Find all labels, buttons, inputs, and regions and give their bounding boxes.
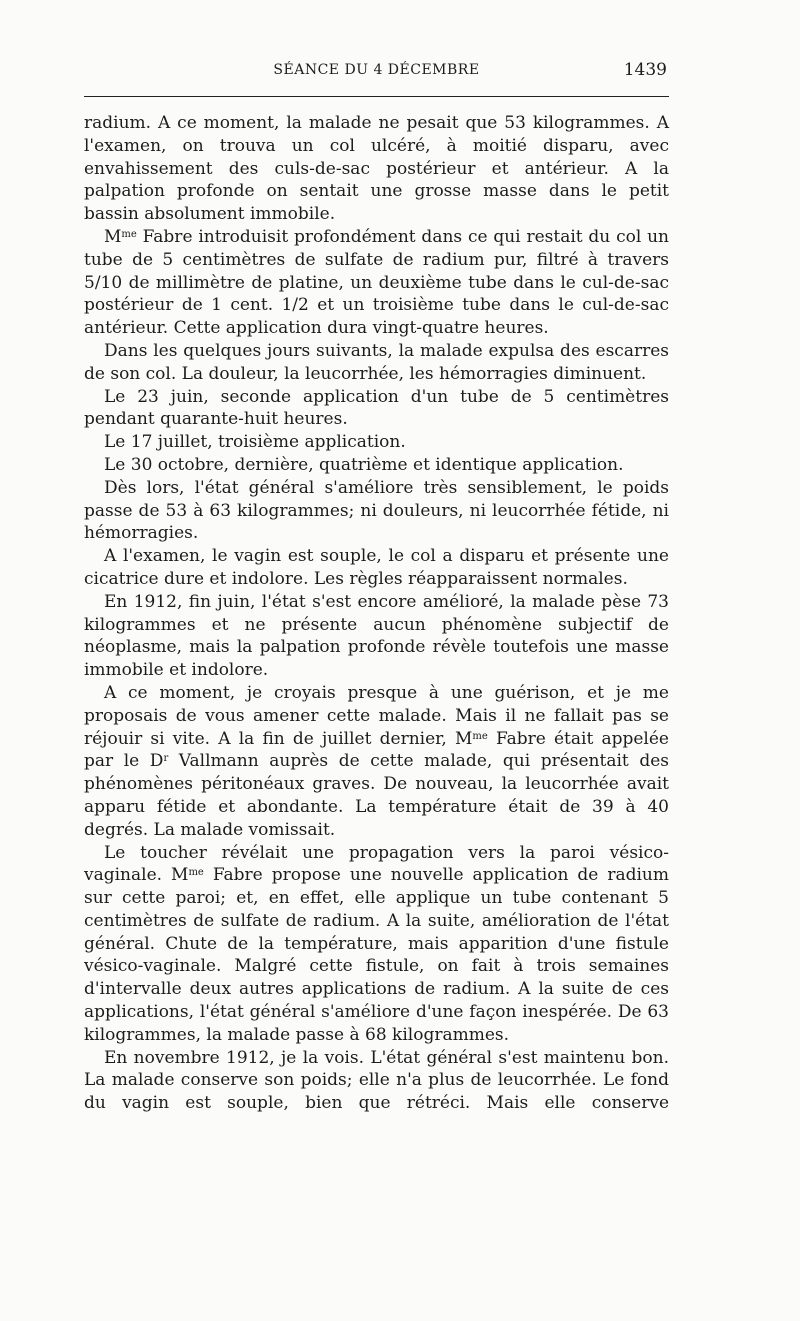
paragraph-text: En novembre 1912, je la vois. L'état général s'est maintenu bon. La malade conserve son poids; elle n'a plus de leucorrhée. Le fond du vagin est souple, bien que rétréci. Mais elle conserve [84, 1047, 669, 1114]
paragraph-text: En 1912, fin juin, l'état s'est encore amélioré, la malade pèse 73 kilogrammes et ne présente aucun phénomène subjectif de néoplasme, mais la palpation profonde révèle toutefois une masse immobile et indolore. [84, 591, 669, 681]
abbrev: M [104, 226, 122, 247]
paragraph [84, 226, 669, 340]
paragraph-text: Le 30 octobre, dernière, quatrième et identique application. [104, 454, 624, 475]
paragraph [84, 682, 669, 842]
paragraph-text: Le toucher révélait une propagation vers la paroi vésico-vaginale. M [84, 842, 669, 886]
paragraph [84, 842, 669, 1047]
superscript: me [188, 867, 204, 879]
paragraph [84, 1047, 669, 1115]
paragraph [84, 431, 669, 454]
paragraph-text: Le 23 juin, seconde application d'un tube de 5 centimètres pendant quarante-huit heures. [84, 386, 669, 430]
paragraph-text: A l'examen, le vagin est souple, le col a disparu et présente une cicatrice dure et indolore. Les règles réapparaissent normales. [84, 546, 669, 589]
superscript: me [121, 228, 137, 240]
paragraph [84, 477, 669, 545]
paragraph [84, 112, 669, 226]
header-rule [84, 96, 669, 97]
paragraph [84, 454, 669, 477]
paragraph-text: Dans les quelques jours suivants, la malade expulsa des escarres de son col. La douleur, la leucorrhée, les hémorragies diminuent. [84, 340, 669, 384]
superscript: r [163, 753, 169, 765]
paragraph-text: Vallmann auprès de cette malade, qui présentait des phénomènes péritonéaux graves. De nouveau, la leucorrhée avait apparu fétide et abondante. La température était de 39 à 40 degrés. La malade vomissait. [84, 751, 669, 840]
paragraph-text: radium. A ce moment, la malade ne pesait que 53 kilogrammes. A l'examen, on trouva un col ulcéré, à moitié disparu, avec envahissement des culs-de-sac postérieur et antérieur. A la palpation profonde on sentait une grosse masse dans le petit bassin absolument immobile. [84, 113, 669, 225]
paragraph [84, 545, 669, 591]
paragraph-text: Le 17 juillet, troisième application. [104, 432, 406, 453]
paragraph [84, 591, 669, 682]
running-title: SÉANCE DU 4 DÉCEMBRE [273, 62, 480, 78]
running-head [84, 60, 669, 84]
paragraph-text: Fabre propose une nouvelle application de radium sur cette paroi; et, en effet, elle applique un tube contenant 5 centimètres de sulfate de radium. A la suite, amélioration de l'état général. Chute de la température, mais apparition d'une fistule vésico-vaginale. Malgré cette fistule, on fait à trois semaines d'intervalle deux autres applications de radium. A la suite de ces applications, l'état général s'améliore d'une façon inespérée. De 63 kilogrammes, la malade passe à 68 kilogrammes. [84, 865, 669, 1045]
paragraph-text: Fabre introduisit profondément dans ce qui restait du col un tube de 5 centimètres de sulfate de radium pur, filtré à travers 5/10 de millimètre de platine, un deuxième tube dans le cul-de-sac postérieur de 1 cent. 1/2 et un troisième tube dans le cul-de-sac antérieur. Cette application dura vingt-quatre heures. [84, 226, 669, 339]
paragraph-text: Dès lors, l'état général s'améliore très sensiblement, le poids passe de 53 à 63 kilogrammes; ni douleurs, ni leucorrhée fétide, ni hémorragies. [84, 477, 669, 544]
superscript: me [472, 730, 488, 742]
paragraph-text: A ce moment, je croyais presque à une guérison, et je me proposais de vous amener cette malade. Mais il ne fallait pas se réjouir si vite. A la fin de juillet dernier, M [84, 682, 669, 749]
paragraph [84, 340, 669, 386]
page-number: 1439 [623, 60, 667, 80]
paragraph-text: Fabre était appelée par le D [84, 728, 669, 772]
body-text [84, 112, 669, 1115]
paragraph [84, 386, 669, 432]
